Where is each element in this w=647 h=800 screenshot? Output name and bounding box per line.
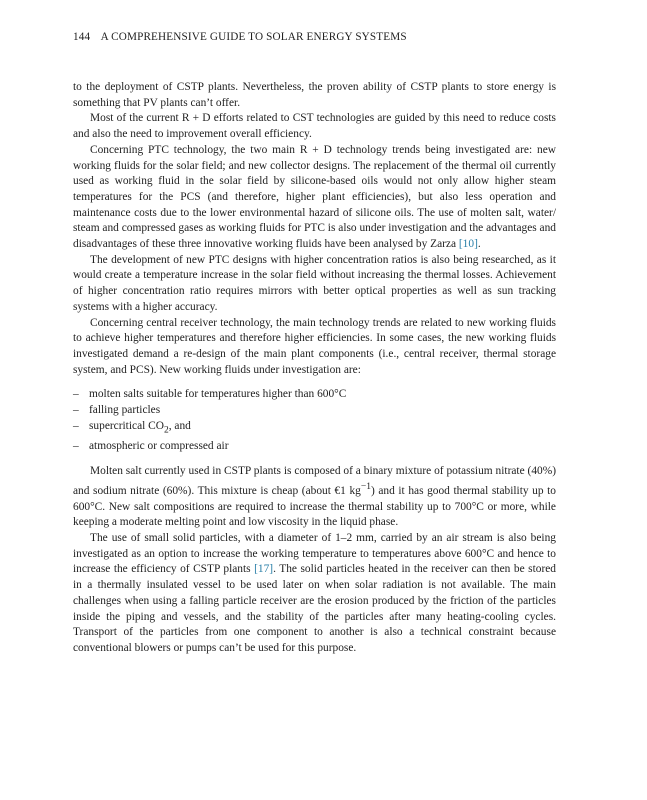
citation-link-17[interactable]: [17] [254, 563, 274, 576]
list-item-text-end: , and [168, 419, 191, 432]
list-item-text: falling particles [89, 404, 161, 417]
running-title: A COMPREHENSIVE GUIDE TO SOLAR ENERGY SYSTEMS [100, 31, 407, 43]
paragraph-3-end: . [477, 238, 481, 251]
bullet-dash: – [73, 439, 79, 452]
bullet-dash: – [73, 419, 79, 432]
page-number: 144 [73, 31, 91, 43]
paragraph-5: Concerning central receiver technology, the main technology trends are related to new working fluids to achieve higher temperatures and therefore higher efficiencies. In some cases, the new working fluids investigated demand a re-design of the main plant components (i.e., central receiver, thermal storage system, and PCS). New working fluids under investigation are: [73, 316, 556, 376]
list-item [73, 439, 556, 455]
list-item [73, 403, 556, 419]
list-item-text: supercritical CO [89, 419, 164, 432]
list-item-text: atmospheric or compressed air [89, 439, 229, 452]
paragraph-7 [73, 531, 556, 657]
list-item-text: molten salts suitable for temperatures higher than 600°C [89, 388, 347, 401]
paragraph-1: to the deployment of CSTP plants. Nevertheless, the proven ability of CSTP plants to store energy is something that PV plants can’t offer. [73, 81, 556, 109]
superscript-minus-1: −1 [360, 482, 371, 493]
running-header [73, 31, 573, 43]
paragraph-6 [73, 464, 556, 531]
list-item [73, 387, 556, 403]
paragraph-6-text: Molten salt currently used in CSTP plants is composed of a binary mixture of potassium nitrate (40%) and sodium nitrate (60%). This mixture is cheap (about €1 kg [73, 465, 556, 497]
paragraph-7-text: The use of small solid particles, with a diameter of 1–2 mm, carried by an air stream is also being investigated as an option to increase the working temperature to temperatures above 600°C and hence to increase the efficiency of CSTP plants [73, 532, 556, 576]
paragraph-2: Most of the current R + D efforts related to CST technologies are guided by this need to reduce costs and also the need to improvement overall efficiency. [73, 112, 556, 141]
subscript-2: 2 [163, 425, 169, 436]
bullet-dash: – [73, 388, 79, 401]
paragraph-4: The development of new PTC designs with higher concentration ratios is also being researched, as it would create a temperature increase in the solar field without increasing the thermal losses. Achievement of higher concentration ratio requires mirrors with better optical properties as well as sun tracking systems with a higher accuracy. [73, 253, 556, 313]
paragraph-3 [73, 143, 556, 253]
bullet-dash: – [73, 404, 79, 417]
paragraph-6-text-end: ) and it has good thermal stability up to 600°C. New salt compositions are required to increase the thermal stability up to 700°C or more, while keeping a moderate melting point and low viscosity in the liquid phase. [73, 484, 556, 529]
citation-link-10[interactable]: [10] [458, 238, 478, 251]
working-fluids-list [73, 387, 556, 454]
paragraph-3-text: Concerning PTC technology, the two main R + D technology trends being investigated are: new working fluids for the solar field; and new collector designs. The replacement of the thermal oil currently used as working fluid in the solar field by silicone-based oils would not only allow higher steam temperatures for the PCS (and therefore, higher plant efficiencies), but also less operation and maintenance costs due to the lower environmental hazard of silicone oils. The use of molten salt, water/ steam and compressed gases as working fluids for PTC is also under investigation and the advantages and disadvantages of these three innovative working fluids have been analysed by Zarza [73, 143, 556, 251]
body-text [73, 80, 556, 657]
list-item [73, 419, 556, 439]
paragraph-7-end: . The solid particles heated in the receiver can then be stored in a thermally insulated vessel to be used later on when solar radiation is not available. The main challenges when using a falling particle receiver are the erosion produced by the friction of the particles inside the piping and vessels, and the stability of the particles after many heating-cooling cycles. Transport of the particles from one component to another is also a technical constraint because conventional blowers or pumps can’t be used for this purpose. [73, 563, 556, 654]
